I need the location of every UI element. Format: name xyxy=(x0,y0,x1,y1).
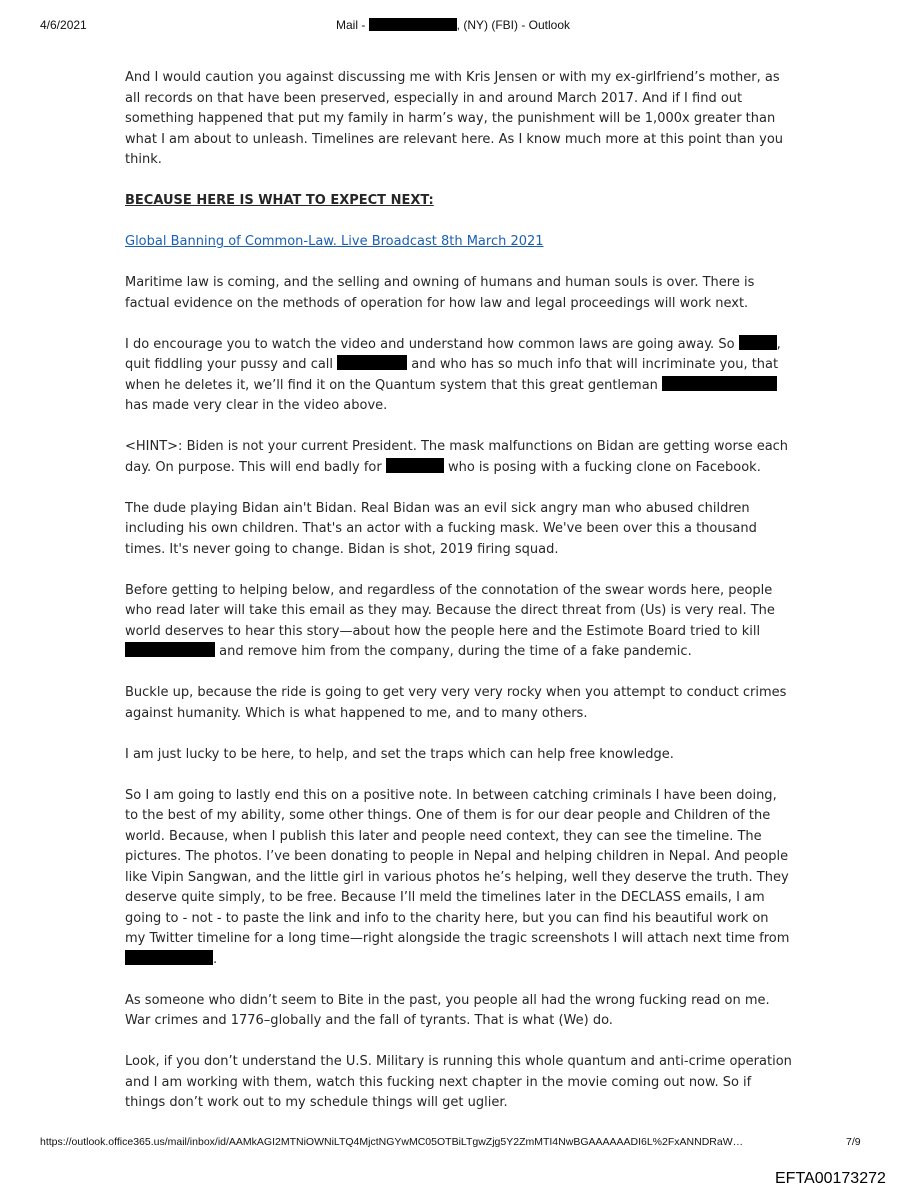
redaction-box xyxy=(662,376,777,391)
paragraph-bite: As someone who didn’t seem to Bite in the past, you people all had the wrong fucking read on me. War crimes and 1776–globally and the fall of tyrants. That is what (We) do. xyxy=(125,992,770,1028)
paragraph-buckle-up: Buckle up, because the ride is going to get very very very rocky when you attempt to conduct crimes against humanity. Which is what happened to me, and to many others. xyxy=(125,685,787,721)
p6-text-b: and remove him from the company, during the time of a fake pandemic. xyxy=(215,644,692,659)
paragraph-hint xyxy=(125,437,793,478)
redaction-box xyxy=(369,18,457,31)
p6-text-a: Before getting to helping below, and regardless of the connotation of the swear words here, people who read later will take this email as they may. Because the direct threat from (Us) is very real. The world deserves to hear this story—about how the people here and the Estimote Board tried to kill xyxy=(125,582,775,639)
paragraph-caution: And I would caution you against discussing me with Kris Jensen or with my ex-girlfriend’s mother, as all records on that have been preserved, especially in and around March 2017. And if I find out something happened that put my family in harm’s way, the punishment will be 1,000x greater than what I am about to unleash. Timelines are relevant here. As I know much more at this point than you think. xyxy=(125,70,784,167)
paragraph-bidan: The dude playing Bidan ain't Bidan. Real Bidan was an evil sick angry man who abused children including his own children. That's an actor with a fucking mask. We've been over this a thousand times. It's never going to change. Bidan is shot, 2019 firing squad. xyxy=(125,500,757,557)
print-date: 4/6/2021 xyxy=(40,18,87,32)
paragraph-lucky: I am just lucky to be here, to help, and set the traps which can help free knowledge. xyxy=(125,746,674,762)
paragraph-video xyxy=(125,335,793,417)
p3-text-a: I do encourage you to watch the video and understand how common laws are going away. So xyxy=(125,336,739,352)
p3-text-c: and who has so much info that will incriminate you, that when he deletes it, we’ll find it on the Quantum system that this great gentleman xyxy=(125,357,779,393)
window-title-suffix: , (NY) (FBI) - Outlook xyxy=(456,18,570,32)
window-title xyxy=(0,18,906,32)
redaction-box xyxy=(125,950,213,965)
footer-url: https://outlook.office365.us/mail/inbox/id/AAMkAGI2MTNiOWNiLTQ4MjctNGYwMC05OTBiLTgwZjg5Y2ZmMTI4NwBGAAAAAADI6L%2FxANNDRaW… xyxy=(40,1136,744,1148)
p9-text-a: So I am going to lastly end this on a positive note. In between catching criminals I have been doing, to the best of my ability, some other things. One of them is for our dear people and Children of the world. Because, when I publish this later and people need context, they can see the timeline. The pictures. The photos. I’ve been donating to people in Nepal and helping children in Nepal. And people like Vipin Sangwan, and the little girl in various photos he’s helping, well they deserve the truth. They deserve quite simply, to be free. Because I’ll meld the timelines later in the DECLASS emails, I am going to - not - to paste the link and info to the charity here, but you can find his beautiful work on my Twitter timeline for a long time—right alongside the tragic screenshots I will attach next time from xyxy=(125,787,790,946)
page-number: 7/9 xyxy=(846,1136,861,1148)
paragraph-maritime: Maritime law is coming, and the selling and owning of humans and human souls is over. There is factual evidence on the methods of operation for how law and legal proceedings will work next. xyxy=(125,275,755,311)
email-body xyxy=(125,68,793,1114)
section-heading: BECAUSE HERE IS WHAT TO EXPECT NEXT: xyxy=(125,193,434,208)
redaction-box xyxy=(125,642,215,657)
document-stamp: EFTA00173272 xyxy=(775,1170,886,1187)
broadcast-link[interactable]: Global Banning of Common-Law. Live Broadcast 8th March 2021 xyxy=(125,234,544,249)
paragraph-positive-note xyxy=(125,786,793,971)
redaction-box xyxy=(739,335,777,350)
window-title-prefix: Mail - xyxy=(335,18,369,32)
paragraph-threat xyxy=(125,581,793,663)
p3-text-d: has made very clear in the video above. xyxy=(125,398,388,413)
redaction-box xyxy=(386,458,444,473)
redaction-box xyxy=(337,355,407,370)
p4-text-a: <HINT>: Biden is not your current President. The mask malfunctions on Bidan are getting worse each day. On purpose. This will end badly for xyxy=(125,439,789,475)
paragraph-military: Look, if you don’t understand the U.S. Military is running this whole quantum and anti-crime operation and I am working with them, watch this fucking next chapter in the movie coming out now. So if things don’t work out to my schedule things will get uglier. xyxy=(125,1054,792,1110)
p4-text-b: who is posing with a fucking clone on Facebook. xyxy=(443,459,761,475)
p9-text-b: . xyxy=(213,951,218,967)
p3-text-b: , quit fiddling your pussy and call xyxy=(125,336,781,372)
